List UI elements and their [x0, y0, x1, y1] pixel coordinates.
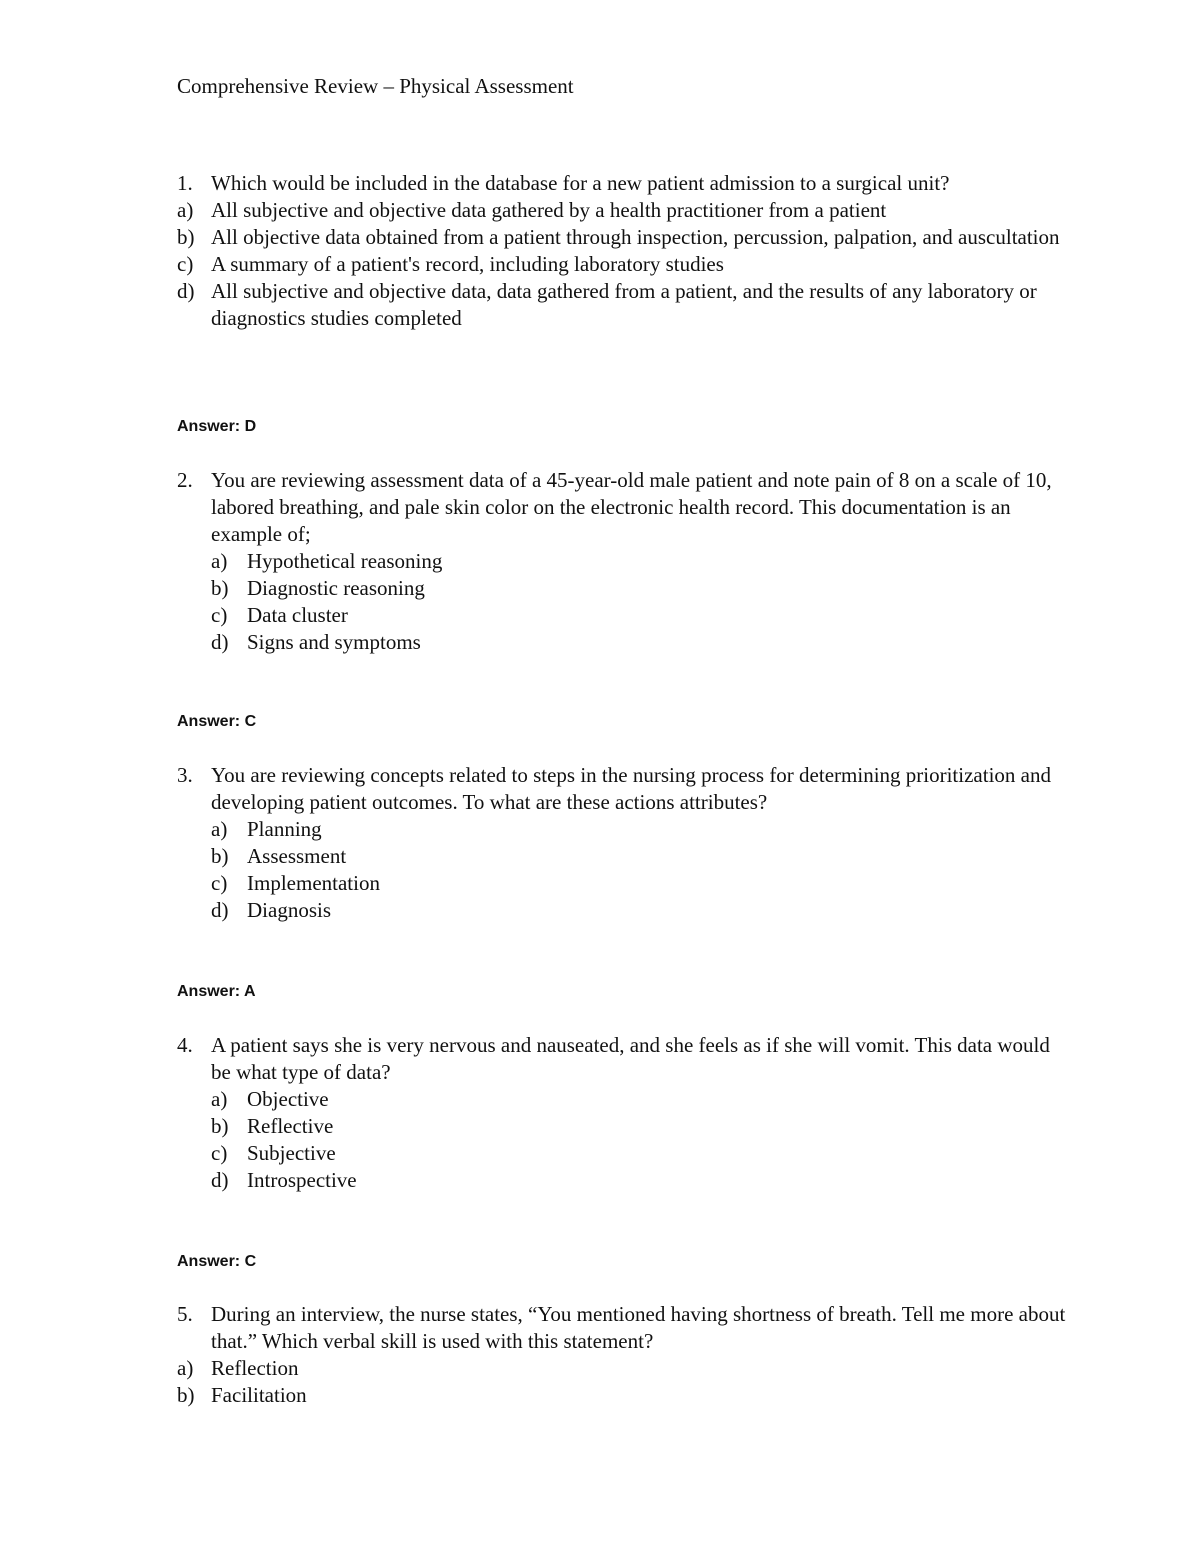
question-stem	[177, 1301, 1091, 1355]
answer-3: Answer: A	[177, 983, 256, 1000]
question-number: 1.	[177, 171, 193, 195]
option-a	[177, 548, 1077, 575]
option-text: Planning	[247, 817, 322, 841]
question-number: 4.	[177, 1033, 193, 1057]
option-label: d)	[211, 630, 229, 654]
option-text: Assessment	[247, 844, 347, 868]
option-label: a)	[177, 1356, 194, 1380]
option-a	[177, 1086, 1077, 1113]
option-text: All objective data obtained from a patient through inspection, percussion, palpation, and auscultation	[211, 225, 1060, 249]
answer-4: Answer: C	[177, 1253, 257, 1270]
option-text: Introspective	[247, 1168, 357, 1192]
option-d	[177, 897, 1077, 924]
option-text: A summary of a patient's record, including laboratory studies	[211, 252, 724, 276]
option-text: Diagnostic reasoning	[247, 576, 425, 600]
question-text: You are reviewing assessment data of a 45-year-old male patient and note pain of 8 on a scale of 10, labored breathing, and pale skin color on the electronic health record. This documentation is an example of;	[211, 468, 1052, 546]
option-label: c)	[211, 1141, 228, 1165]
option-label: b)	[211, 576, 229, 600]
option-text: All subjective and objective data, data gathered from a patient, and the results of any laboratory or diagnostics studies completed	[211, 279, 1037, 330]
question-text: You are reviewing concepts related to steps in the nursing process for determining prioritization and developing patient outcomes. To what are these actions attributes?	[211, 763, 1051, 814]
option-c	[177, 251, 1077, 278]
option-d	[177, 278, 1056, 332]
question-4	[177, 1032, 1077, 1194]
option-label: d)	[211, 898, 229, 922]
option-c	[177, 602, 1077, 629]
question-stem	[177, 467, 1056, 548]
option-text: Reflective	[247, 1114, 334, 1138]
question-text: During an interview, the nurse states, “You mentioned having shortness of breath. Tell me more about that.” Which verbal skill is used with this statement?	[211, 1302, 1066, 1353]
question-number: 3.	[177, 763, 193, 787]
question-2	[177, 467, 1077, 656]
option-label: a)	[211, 549, 228, 573]
answer-2: Answer: C	[177, 713, 257, 730]
option-b	[177, 1113, 1077, 1140]
question-text: Which would be included in the database for a new patient admission to a surgical unit?	[211, 171, 950, 195]
option-label: d)	[177, 279, 195, 303]
question-3	[177, 762, 1077, 924]
option-label: a)	[211, 1087, 228, 1111]
option-c	[177, 870, 1077, 897]
option-d	[177, 1167, 1077, 1194]
option-text: Reflection	[211, 1356, 299, 1380]
question-number: 2.	[177, 468, 193, 492]
question-stem	[177, 170, 1077, 197]
option-text: Signs and symptoms	[247, 630, 421, 654]
option-b	[177, 575, 1077, 602]
option-text: Hypothetical reasoning	[247, 549, 443, 573]
document-title: Comprehensive Review – Physical Assessment	[177, 74, 574, 98]
option-text: Facilitation	[211, 1383, 307, 1407]
option-text: Subjective	[247, 1141, 336, 1165]
answer-1: Answer: D	[177, 418, 257, 435]
option-a	[177, 1355, 1077, 1382]
question-number: 5.	[177, 1302, 193, 1326]
option-text: Implementation	[247, 871, 380, 895]
option-label: b)	[211, 844, 229, 868]
option-label: b)	[177, 1383, 195, 1407]
question-stem	[177, 762, 1056, 816]
option-a	[177, 816, 1077, 843]
option-label: d)	[211, 1168, 229, 1192]
option-c	[177, 1140, 1077, 1167]
question-stem	[177, 1032, 1071, 1086]
option-text: Diagnosis	[247, 898, 331, 922]
option-label: c)	[211, 603, 228, 627]
option-label: a)	[211, 817, 228, 841]
option-label: a)	[177, 198, 194, 222]
option-label: c)	[177, 252, 194, 276]
question-5	[177, 1301, 1077, 1409]
question-text: A patient says she is very nervous and nauseated, and she feels as if she will vomit. This data would be what type of data?	[211, 1033, 1050, 1084]
option-b	[177, 224, 1066, 251]
option-b	[177, 843, 1077, 870]
option-text: All subjective and objective data gathered by a health practitioner from a patient	[211, 198, 887, 222]
question-1	[177, 170, 1077, 332]
option-a	[177, 197, 1077, 224]
option-text: Objective	[247, 1087, 329, 1111]
option-text: Data cluster	[247, 603, 348, 627]
option-label: c)	[211, 871, 228, 895]
option-label: b)	[177, 225, 195, 249]
option-b	[177, 1382, 1077, 1409]
option-d	[177, 629, 1077, 656]
option-label: b)	[211, 1114, 229, 1138]
